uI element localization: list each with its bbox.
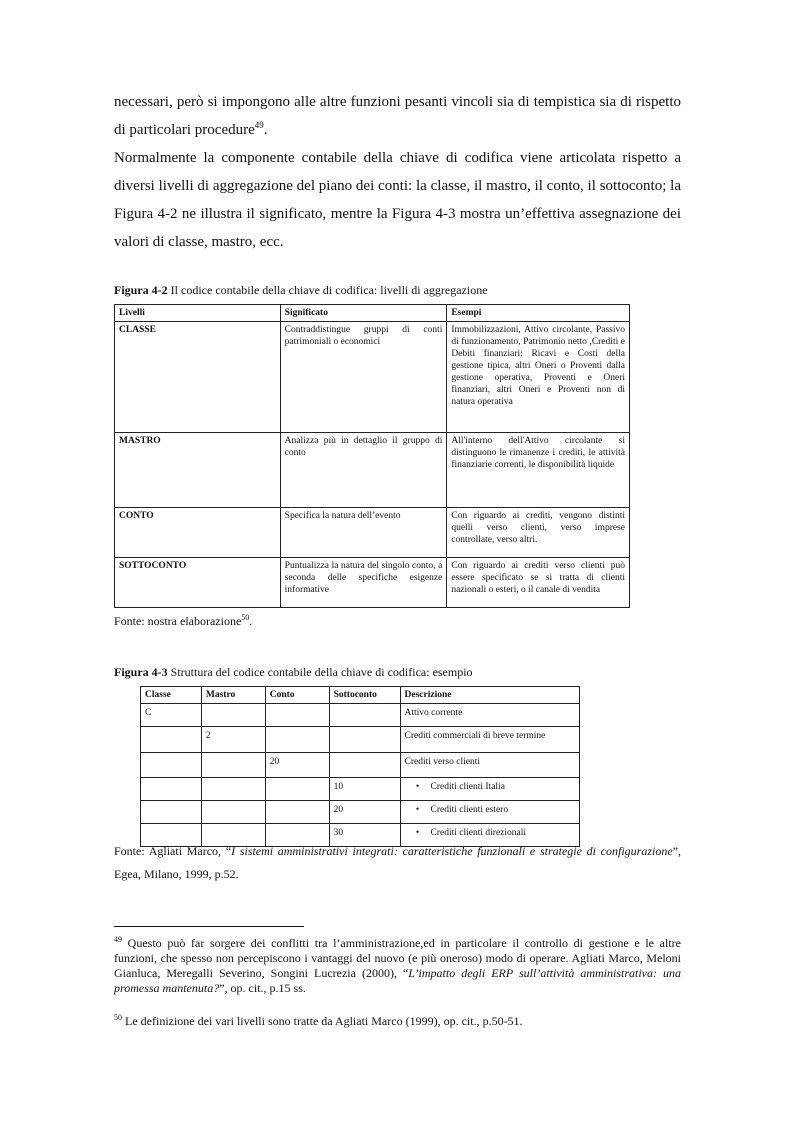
paragraph-1 — [114, 88, 681, 144]
footnote-italic-title: L’impatto degli ERP sull’attività amministrativa: una promessa mantenuta? — [114, 966, 681, 995]
figure-4-2-caption — [114, 283, 681, 298]
figure-4-2-label: Figura 4-2 — [114, 283, 168, 297]
bullet-icon: • — [415, 828, 420, 838]
descrizione-text: Crediti clienti Italia — [430, 782, 505, 792]
source-text: Fonte: nostra elaborazione — [114, 614, 242, 628]
footnote-ref-50: 50 — [241, 613, 250, 622]
sottoconto-cell: 30 — [329, 824, 400, 847]
conto-cell — [265, 727, 329, 753]
source-prefix: Fonte: Agliati Marco, “ — [114, 844, 232, 858]
header-descrizione: Descrizione — [400, 687, 579, 704]
figure-4-2-title: Il codice contabile della chiave di codifica: livelli di aggregazione — [167, 283, 488, 297]
figure-4-2-source — [114, 614, 681, 629]
figure-4-3-title: Struttura del codice contabile della chiave di codifica: esempio — [167, 665, 473, 679]
figure-4-3-source — [114, 840, 681, 886]
table-row — [115, 433, 630, 508]
paragraph-1-end: . — [263, 122, 268, 138]
footnote-text: Le definizione dei vari livelli sono tratte da Agliati Marco (1999), op. cit., p.50-51. — [122, 1014, 523, 1028]
mastro-cell: 2 — [201, 727, 265, 753]
descrizione-text: Crediti clienti estero — [430, 805, 509, 815]
table-row — [115, 558, 630, 608]
sottoconto-cell — [329, 753, 400, 778]
classe-cell: C — [141, 704, 202, 727]
header-livelli: Livelli — [115, 305, 281, 322]
paragraph-1-text: necessari, però si impongono alle altre funzioni pesanti vincoli sia di tempistica sia di rispetto di particolari procedure — [114, 94, 681, 138]
figure-4-3-label: Figura 4-3 — [114, 665, 168, 679]
sottoconto-cell — [329, 704, 400, 727]
meaning-cell: Specifica la natura dell’evento — [280, 508, 447, 558]
meaning-cell: Analizza più in dettaglio il gruppo di conto — [280, 433, 447, 508]
descrizione-cell: Attivo corrente — [400, 704, 579, 727]
figure-4-3-caption — [114, 665, 681, 680]
table-row — [141, 778, 580, 801]
footnote-49 — [114, 936, 681, 996]
descrizione-cell: Crediti commerciali di breve termine — [400, 727, 579, 753]
footnote-number: 49 — [114, 935, 122, 944]
conto-cell — [265, 778, 329, 801]
table-row — [141, 704, 580, 727]
sottoconto-cell: 20 — [329, 801, 400, 824]
examples-cell: Con riguardo ai crediti, vengono distinti quelli verso clienti, verso imprese controllate, verso altri. — [447, 508, 630, 558]
sottoconto-cell — [329, 727, 400, 753]
header-esempi: Esempi — [447, 305, 630, 322]
meaning-cell: Puntualizza la natura del singolo conto, a seconda delle specifiche esigenze informative — [280, 558, 447, 608]
table-row — [141, 753, 580, 778]
descrizione-cell — [400, 778, 579, 801]
footnote-number: 50 — [114, 1013, 122, 1022]
paragraph-2: Normalmente la componente contabile della chiave di codifica viene articolata rispetto a diversi livelli di aggregazione del piano dei conti: la classe, il mastro, il conto, il sottoconto; la Figura 4-2 ne illustra il significato, mentre la Figura 4-3 mostra un’effettiva assegnazione dei valori di classe, mastro, ecc. — [114, 150, 681, 250]
mastro-cell — [201, 801, 265, 824]
footnote-separator — [114, 926, 304, 927]
figure-4-2-table — [114, 304, 630, 608]
table-header-row — [141, 687, 580, 704]
classe-cell — [141, 753, 202, 778]
header-classe: Classe — [141, 687, 202, 704]
footnote-50 — [114, 1014, 681, 1029]
classe-cell — [141, 727, 202, 753]
sottoconto-cell: 10 — [329, 778, 400, 801]
table-header-row — [115, 305, 630, 322]
meaning-cell: Contraddistingue gruppi di conti patrimoniali o economici — [280, 322, 447, 433]
descrizione-cell: Crediti verso clienti — [400, 753, 579, 778]
source-end: . — [249, 614, 253, 628]
header-significato: Significato — [280, 305, 447, 322]
level-cell: SOTTOCONTO — [115, 558, 281, 608]
level-cell: MASTRO — [115, 433, 281, 508]
table-row — [115, 322, 630, 433]
descrizione-text: Crediti clienti direzionali — [430, 828, 527, 838]
header-sottoconto: Sottoconto — [329, 687, 400, 704]
header-mastro: Mastro — [201, 687, 265, 704]
footnote-text: Questo può far sorgere dei conflitti tra l’amministrazione,ed in particolare il controllo di gestione e le altre funzioni, che spesso non percepiscono i vantaggi del nuovo (e più oneroso) modo di operare. Agliati Marco, Meloni Gianluca, Meregalli Severino, Songini Lucrezia (2000), “ — [114, 936, 681, 980]
examples-cell: Immobilizzazioni, Attivo circolante, Passivo di funzionamento, Patrimonio netto ,Crediti e Debiti finanziari; Ricavi e Costi della gestione tipica, altri Oneri o Proventi dalla gestione operativa, Proventi e Oneri finanziari, altri Oneri e Proventi non di natura operativa — [447, 322, 630, 433]
conto-cell — [265, 801, 329, 824]
descrizione-cell — [400, 801, 579, 824]
source-title: I sistemi amministrativi integrati: caratteristiche funzionali e strategie di configurazione — [231, 844, 673, 858]
footnote-tail: ”, op. cit., p.15 ss. — [219, 981, 306, 995]
source-suffix: ”, Egea, Milano, 1999, p.52. — [114, 844, 681, 881]
mastro-cell — [201, 704, 265, 727]
table-row — [115, 508, 630, 558]
header-conto: Conto — [265, 687, 329, 704]
examples-cell: All'interno dell'Attivo circolante si distinguono le rimanenze i crediti, le attività finanziarie correnti, le disponibilità liquide — [447, 433, 630, 508]
bullet-icon: • — [415, 805, 420, 815]
table-row — [141, 727, 580, 753]
level-cell: CLASSE — [115, 322, 281, 433]
level-cell: CONTO — [115, 508, 281, 558]
figure-4-3-table — [140, 686, 580, 847]
table-row — [141, 801, 580, 824]
mastro-cell — [201, 778, 265, 801]
bullet-icon: • — [415, 782, 420, 792]
footnote-ref-49: 49 — [254, 120, 264, 130]
mastro-cell — [201, 753, 265, 778]
examples-cell: Con riguardo ai crediti verso clienti può essere specificato se si tratta di clienti nazionali o esteri, o il canale di vendita — [447, 558, 630, 608]
conto-cell: 20 — [265, 753, 329, 778]
classe-cell — [141, 778, 202, 801]
conto-cell — [265, 704, 329, 727]
classe-cell — [141, 801, 202, 824]
